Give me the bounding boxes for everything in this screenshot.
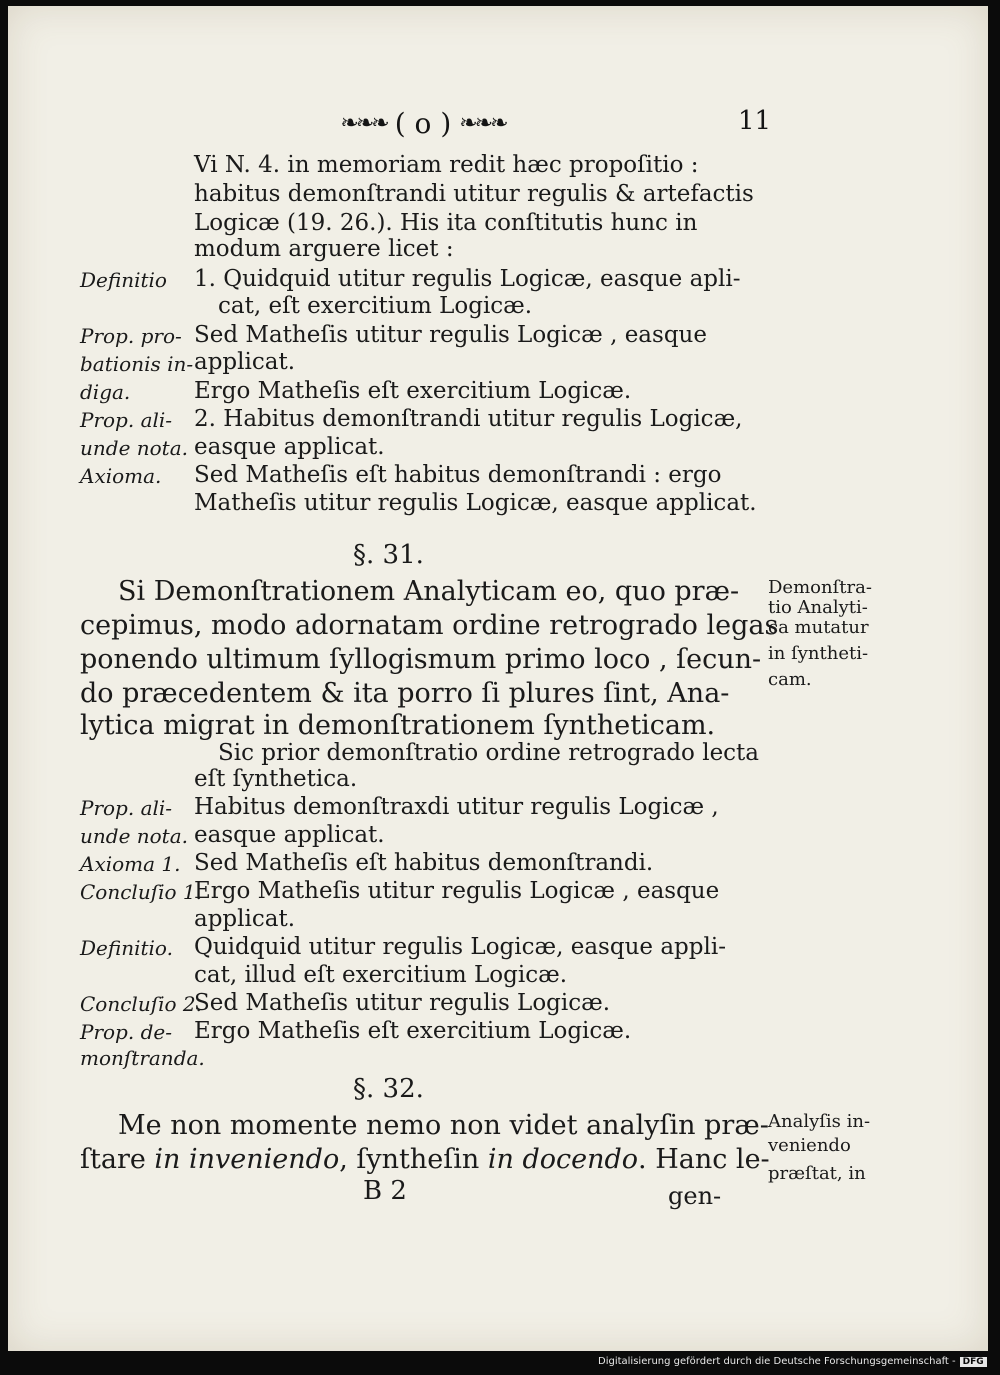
- ornament-left-icon: ❧❧❧: [340, 110, 387, 136]
- text-line: lytica migrat in demonſtrationem ſyntheticam.: [80, 710, 716, 741]
- running-head: [313, 106, 533, 140]
- catchword: gen-: [668, 1182, 722, 1210]
- margin-note: unde nota.: [80, 436, 188, 460]
- text-line-mixed: [80, 1144, 770, 1175]
- side-note: veniendo: [768, 1135, 851, 1156]
- margin-note: Prop. pro-: [80, 324, 182, 348]
- text-line: do præcedentem & ita porro ſi plures ſint, Ana-: [80, 678, 730, 709]
- section-heading-32: §. 32.: [353, 1074, 424, 1104]
- footer-text: Digitalisierung gefördert durch die Deutsche Forschungsgemeinschaft -: [598, 1356, 956, 1367]
- text-line: Sed Matheſis eſt habitus demonſtrandi.: [194, 850, 654, 876]
- side-note: cam.: [768, 669, 812, 690]
- text-line: applicat.: [194, 906, 296, 932]
- text-line: Ergo Matheſis eſt exercitium Logicæ.: [194, 1018, 632, 1044]
- ornament-right-icon: ❧❧❧: [459, 110, 506, 136]
- text-line: habitus demonſtrandi utitur regulis & artefactis: [194, 181, 754, 207]
- margin-note: Prop. de-: [80, 1020, 172, 1044]
- margin-note: Prop. ali-: [80, 796, 173, 820]
- text-line: modum arguere licet :: [194, 236, 454, 262]
- dfg-logo-icon: DFG: [960, 1357, 987, 1367]
- margin-note: Concluſio 1.: [80, 880, 202, 904]
- text-line: Quidquid utitur regulis Logicæ, easque appli-: [194, 934, 726, 960]
- side-note: tio Analyti-: [768, 597, 868, 618]
- margin-note: Axioma.: [80, 464, 162, 488]
- emphasis-inveniendo: in inveniendo: [154, 1144, 340, 1175]
- text-line: applicat.: [194, 349, 296, 375]
- text-line: cat, illud eſt exercitium Logicæ.: [194, 962, 568, 988]
- text-line: cepimus, modo adornatam ordine retrogrado legas: [80, 610, 779, 641]
- side-note: ca mutatur: [768, 617, 869, 638]
- margin-note: unde nota.: [80, 824, 188, 848]
- text-line: Ergo Matheſis eſt exercitium Logicæ.: [194, 378, 632, 404]
- emphasis-docendo: in docendo: [487, 1144, 639, 1175]
- text-line: Sic prior demonſtratio ordine retrogrado lecta: [218, 740, 760, 766]
- text-line: Matheſis utitur regulis Logicæ, easque applicat.: [194, 490, 757, 516]
- text-run: ſtare: [80, 1144, 155, 1175]
- text-line: Sed Matheſis utitur regulis Logicæ , easque: [194, 322, 707, 348]
- text-line: Logicæ (19. 26.). His ita conſtitutis hunc in: [194, 210, 698, 236]
- text-run: . Hanc le-: [638, 1144, 770, 1175]
- margin-note: monſtranda.: [80, 1046, 205, 1070]
- text-line: easque applicat.: [194, 822, 385, 848]
- text-line: Ergo Matheſis utitur regulis Logicæ , easque: [194, 878, 720, 904]
- section-heading-31: §. 31.: [353, 540, 424, 570]
- side-note: Demonſtra-: [768, 577, 872, 598]
- page-number: 11: [738, 106, 772, 136]
- text-line: easque applicat.: [194, 434, 385, 460]
- margin-note: Axioma 1.: [80, 852, 181, 876]
- text-line: Sed Matheſis utitur regulis Logicæ.: [194, 990, 611, 1016]
- text-line: eſt ſynthetica.: [194, 766, 358, 792]
- text-line: Si Demonſtrationem Analyticam eo, quo præ-: [118, 576, 740, 607]
- footer-credit: [598, 1356, 987, 1367]
- margin-note: Prop. ali-: [80, 408, 173, 432]
- margin-note: Concluſio 2.: [80, 992, 202, 1016]
- text-line: ponendo ultimum ſyllogismum primo loco , ſecun-: [80, 644, 762, 675]
- margin-note: Definitio.: [80, 936, 173, 960]
- book-page: [8, 6, 988, 1351]
- margin-note: diga.: [80, 380, 131, 404]
- text-line: Me non momente nemo non videt analyſin præ-: [118, 1110, 769, 1141]
- side-note: præſtat, in: [768, 1163, 866, 1184]
- text-line: Vi N. 4. in memoriam redit hæc propoſitio :: [194, 152, 699, 178]
- margin-note: Definitio: [80, 268, 167, 292]
- text-run: , ſyntheſin: [339, 1144, 488, 1175]
- text-line: Sed Matheſis eſt habitus demonſtrandi : ergo: [194, 462, 722, 488]
- text-line: Habitus demonſtraxdi utitur regulis Logicæ ,: [194, 794, 719, 820]
- head-mark: ( o ): [394, 106, 452, 140]
- text-line: cat, eſt exercitium Logicæ.: [218, 293, 533, 319]
- text-line: 1. Quidquid utitur regulis Logicæ, easque apli-: [194, 266, 741, 292]
- signature-mark: B 2: [363, 1176, 407, 1206]
- text-line: 2. Habitus demonſtrandi utitur regulis Logicæ,: [194, 406, 743, 432]
- margin-note: bationis in-: [80, 352, 194, 376]
- side-note: in ſyntheti-: [768, 643, 869, 664]
- side-note: Analyſis in-: [768, 1111, 871, 1132]
